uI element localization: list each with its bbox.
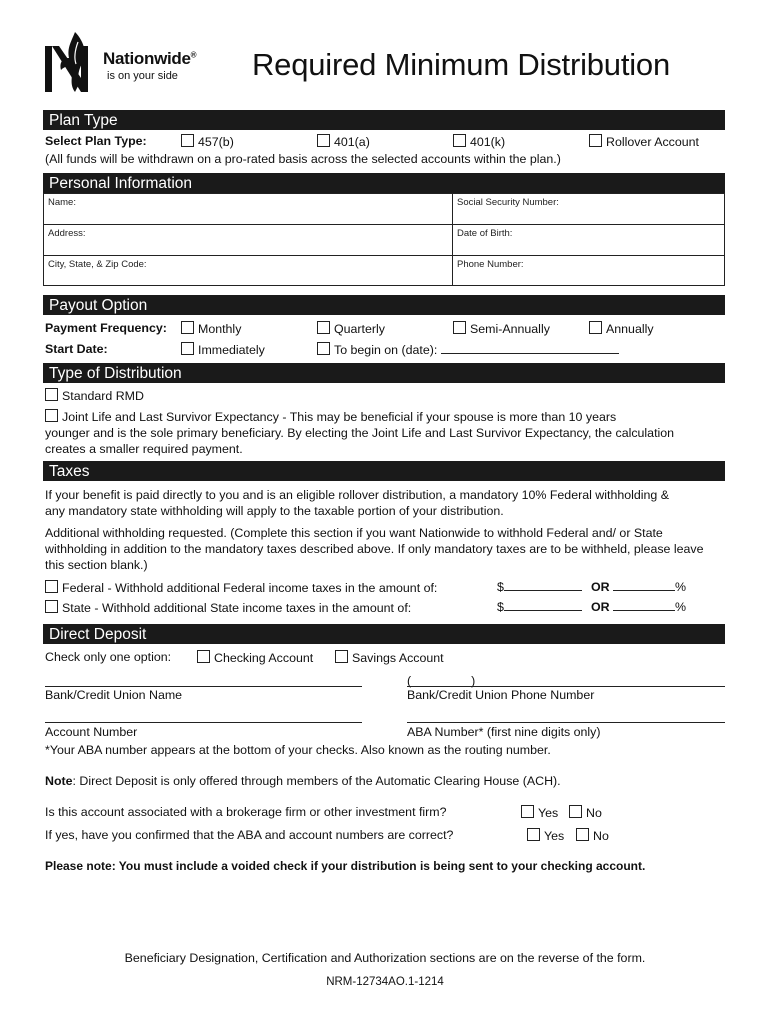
city-state-zip-field[interactable]: City, State, & Zip Code: bbox=[48, 259, 147, 270]
form-code: NRM-12734AO.1-1214 bbox=[326, 976, 444, 988]
checkbox-confirm-yes[interactable] bbox=[527, 828, 540, 841]
section-header-personal-information: Personal Information bbox=[43, 173, 725, 193]
section-header-type-of-distribution: Type of Distribution bbox=[43, 363, 725, 383]
checkbox-standard-rmd[interactable] bbox=[45, 388, 58, 401]
reverse-side-note: Beneficiary Designation, Certification and Authorization sections are on the reverse of the form. bbox=[124, 951, 646, 965]
checkbox-annually[interactable] bbox=[589, 321, 602, 334]
checkbox-savings-account[interactable] bbox=[335, 650, 348, 663]
plan-type-note: (All funds will be withdrawn on a pro-rated basis across the selected accounts within the plan.) bbox=[45, 152, 561, 166]
option-401k[interactable]: 401(k) bbox=[453, 134, 505, 149]
brokerage-yes[interactable]: Yes bbox=[521, 805, 558, 820]
plan-type-row bbox=[45, 134, 147, 148]
confirm-no[interactable]: No bbox=[576, 828, 609, 843]
voided-check-note: Please note: You must include a voided check if your distribution is being sent to your checking account. bbox=[45, 859, 646, 873]
aba-number-input[interactable] bbox=[407, 722, 725, 723]
aba-note: *Your ABA number appears at the bottom of your checks. Also known as the routing number. bbox=[45, 743, 551, 757]
bank-phone-label: Bank/Credit Union Phone Number bbox=[407, 688, 595, 702]
select-plan-type-label: Select Plan Type: bbox=[45, 134, 147, 148]
section-header-direct-deposit: Direct Deposit bbox=[43, 624, 725, 644]
option-401a[interactable]: 401(a) bbox=[317, 134, 370, 149]
checkbox-federal-withholding[interactable] bbox=[45, 580, 58, 593]
option-standard-rmd[interactable]: Standard RMD bbox=[45, 388, 144, 403]
taxes-paragraph-1: If your benefit is paid directly to you and is an eligible rollover distribution, a mandatory 10% Federal withholding & any mandatory state withholding will apply to the taxable portion of your distribution. bbox=[45, 488, 670, 518]
checkbox-quarterly[interactable] bbox=[317, 321, 330, 334]
nationwide-logo bbox=[45, 32, 215, 94]
eagle-logo-icon bbox=[45, 32, 95, 94]
taxes-paragraph-2: Additional withholding requested. (Complete this section if you want Nationwide to withhold Federal and/ or State withholding in addition to the mandatory taxes described above. If only mandatory taxes are to be withheld, please leave this section blank.) bbox=[45, 526, 704, 572]
checkbox-begin-on-date[interactable] bbox=[317, 342, 330, 355]
option-457b[interactable]: 457(b) bbox=[181, 134, 234, 149]
checkbox-immediately[interactable] bbox=[181, 342, 194, 355]
option-rollover-account[interactable]: Rollover Account bbox=[589, 134, 699, 149]
bank-phone-input[interactable] bbox=[407, 686, 725, 687]
checkbox-monthly[interactable] bbox=[181, 321, 194, 334]
option-begin-on-date[interactable]: To begin on (date): bbox=[317, 342, 619, 357]
brokerage-no[interactable]: No bbox=[569, 805, 602, 820]
option-annually[interactable]: Annually bbox=[589, 321, 654, 336]
option-checking-account[interactable]: Checking Account bbox=[197, 650, 313, 665]
aba-number-label: ABA Number* (first nine digits only) bbox=[407, 725, 601, 739]
option-monthly[interactable]: Monthly bbox=[181, 321, 241, 336]
joint-life-description: younger and is the sole primary beneficiary. By electing the Joint Life and Last Survivor Expectancy, the calculation creates a smaller required payment. bbox=[45, 426, 675, 456]
section-header-taxes: Taxes bbox=[43, 461, 725, 481]
option-semi-annually[interactable]: Semi-Annually bbox=[453, 321, 550, 336]
phone-field[interactable]: Phone Number: bbox=[457, 259, 524, 270]
checkbox-401a[interactable] bbox=[317, 134, 330, 147]
option-savings-account[interactable]: Savings Account bbox=[335, 650, 444, 665]
option-federal-withholding[interactable]: Federal - Withhold additional Federal income taxes in the amount of: bbox=[45, 580, 437, 595]
federal-percent-input[interactable] bbox=[613, 580, 675, 591]
checkbox-rollover-account[interactable] bbox=[589, 134, 602, 147]
brokerage-question: Is this account associated with a brokerage firm or other investment firm? bbox=[45, 805, 447, 819]
bank-phone-area-code: ( ) bbox=[407, 674, 476, 688]
option-state-withholding[interactable]: State - Withhold additional State income taxes in the amount of: bbox=[45, 600, 411, 615]
checkbox-401k[interactable] bbox=[453, 134, 466, 147]
address-field[interactable]: Address: bbox=[48, 228, 86, 239]
checkbox-joint-life[interactable] bbox=[45, 409, 58, 422]
account-number-label: Account Number bbox=[45, 725, 138, 739]
option-quarterly[interactable]: Quarterly bbox=[317, 321, 385, 336]
confirm-yes[interactable]: Yes bbox=[527, 828, 564, 843]
option-immediately[interactable]: Immediately bbox=[181, 342, 265, 357]
federal-amount-input[interactable] bbox=[504, 580, 582, 591]
bank-name-input[interactable] bbox=[45, 686, 362, 687]
confirm-question: If yes, have you confirmed that the ABA and account numbers are correct? bbox=[45, 828, 454, 842]
state-amount-input[interactable] bbox=[504, 600, 582, 611]
section-header-plan-type: Plan Type bbox=[43, 110, 725, 130]
checkbox-457b[interactable] bbox=[181, 134, 194, 147]
payment-frequency-label: Payment Frequency: bbox=[45, 321, 167, 335]
ach-note: Note: Direct Deposit is only offered through members of the Automatic Clearing House (ACH). bbox=[45, 774, 561, 788]
checkbox-confirm-no[interactable] bbox=[576, 828, 589, 841]
personal-info-grid bbox=[43, 193, 725, 286]
state-percent-input[interactable] bbox=[613, 600, 675, 611]
check-only-one-label: Check only one option: bbox=[45, 650, 172, 664]
begin-date-input[interactable] bbox=[441, 343, 619, 354]
page-title: Required Minimum Distribution bbox=[252, 47, 671, 82]
brand-tagline: is on your side bbox=[107, 70, 178, 82]
dob-field[interactable]: Date of Birth: bbox=[457, 228, 513, 239]
checkbox-brokerage-no[interactable] bbox=[569, 805, 582, 818]
checkbox-checking-account[interactable] bbox=[197, 650, 210, 663]
bank-name-label: Bank/Credit Union Name bbox=[45, 688, 183, 702]
name-field[interactable]: Name: bbox=[48, 197, 76, 208]
account-number-input[interactable] bbox=[45, 722, 362, 723]
start-date-label: Start Date: bbox=[45, 342, 108, 356]
checkbox-semi-annually[interactable] bbox=[453, 321, 466, 334]
option-joint-life[interactable]: Joint Life and Last Survivor Expectancy - This may be beneficial if your spouse is more than 10 years bbox=[45, 409, 616, 424]
checkbox-state-withholding[interactable] bbox=[45, 600, 58, 613]
checkbox-brokerage-yes[interactable] bbox=[521, 805, 534, 818]
ssn-field[interactable]: Social Security Number: bbox=[457, 197, 559, 208]
section-header-payout-option: Payout Option bbox=[43, 295, 725, 315]
brand-name: Nationwide® bbox=[103, 49, 197, 68]
